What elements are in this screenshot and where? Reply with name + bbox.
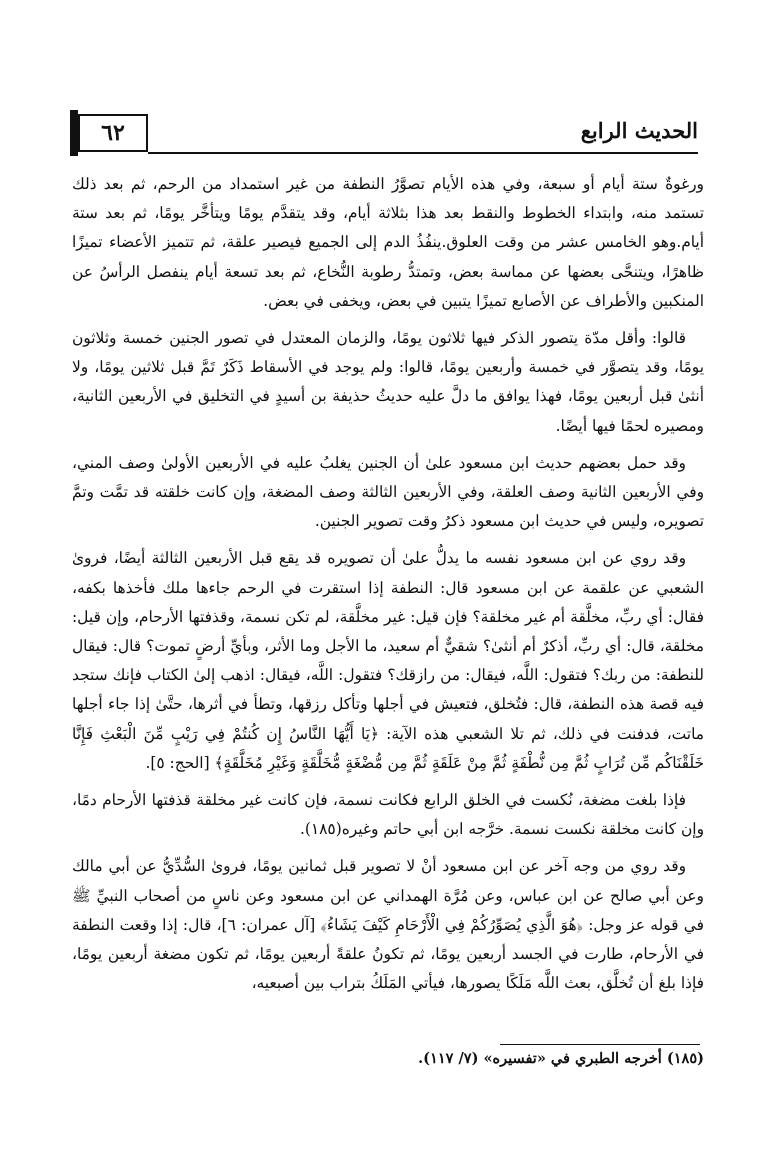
page-header (78, 108, 698, 160)
paragraph: قالوا: وأقل مدّة يتصور الذكر فيها ثلاثون يومًا، والزمان المعتدل في تصور الجنين خمسة وثلاثون يومًا، وقد يتصوَّر في خمسة وأربعين يومًا، قالوا: ولم يوجد في الأسقاط ذَكَرٌ تَمَّ قبل ثلاثين يومًا، ولا أنثىٰ قبل أربعين يومًا، فهذا يوافق ما دلَّ عليه حديثُ حذيفة بن أسيدٍ في التخليق في الأربعين الثانية، ومصيره لحمًا فيها أيضًا. (72, 329, 704, 435)
paragraph: وقد روي عن ابن مسعود نفسه ما يدلُّ علىٰ أن تصويره قد يقع قبل الأربعين الثالثة أيضًا، فروىٰ الشعبي عن علقمة عن ابن مسعود قال: النطفة إذا استقرت في الرحم جاءها ملك فأخذها بكفه، فقال: أي ربِّ، مخلَّقة أم غير مخلقة؟ فإن قيل: غير مخلَّقة، لم تكن نسمة، وقذفتها الأرحام، وإن قيل: مخلقة، قال: أي ربِّ، أذكرٌ أم أنثىٰ؟ شقيٌّ أم سعيد، ما الأجل وما الأثر، وبأيِّ أرضٍ تموت؟ قال: فيقال للنطفة: من ربك؟ فتقول: اللَّه، فيقال: من رازقك؟ فتقول: اللَّه، فيقال: اذهب إلىٰ الكتاب فإنك ستجد فيه قصة هذه النطفة، قال: فتُخلق، فتعيش في أجلها وتأكل رزقها، وتطأ في أثرها، حتَّىٰ إذا جاء أجلها ماتت، فدفنت في ذلك، ثم تلا الشعبي هذه الآية: ﴿يَا أَيُّهَا النَّاسُ إِن كُنتُمْ فِي رَيْبٍ مِّنَ الْبَعْثِ فَإِنَّا خَلَقْنَاكُم مِّن تُرَابٍ ثُمَّ مِن نُّطْفَةٍ ثُمَّ مِنْ عَلَقَةٍ ثُمَّ مِن مُّضْغَةٍ مُّخَلَّقَةٍ وَغَيْرِ مُخَلَّقَةٍ﴾ [الحج: ٥]. (72, 549, 704, 772)
footnote-rule (500, 1044, 700, 1045)
paragraph: ورغوةٌ ستة أيام أو سبعة، وفي هذه الأيام تصوَّرُ النطفة من غير استمداد من الرحم، ثم بعد ذلك تستمد منه، وابتداء الخطوط والنقط بعد هذا بثلاثة أيام، وقد يتقدَّم يومًا ويتأخَّر يومًا، ثم بعد ستة أيام.وهو الخامس عشر من وقت العلوق.ينفُذُ الدم إلى الجميع فيصير علقة، ثم تتميز الأعضاء تميزًا ظاهرًا، ويتنحَّى بعضها عن مماسة بعض، وتمتدُّ رطوبة النُّخاع، ثم بعد تسعة أيام ينفصل الرأسُ عن المنكبين والأطراف عن الأصابع تميزًا يتبين في بعض، ويخفى في بعض. (72, 175, 704, 310)
page-number: ٦٢ (78, 114, 148, 152)
body-text (72, 170, 704, 1006)
header-rule (148, 152, 698, 154)
paragraph: فإذا بلغت مضغة، نُكست في الخلق الرابع فكانت نسمة، فإن كانت غير مخلقة قذفتها الأرحام دمًا، وإن كانت مخلقة نكست نسمة. خرَّجه ابن أبي حاتم وغيره(١٨٥). (72, 791, 704, 839)
paragraph: وقد روي من وجه آخر عن ابن مسعود أنْ لا تصوير قبل ثمانين يومًا، فروىٰ السُّدِّيُّ عن أبي مالك وعن أبي صالح عن ابن عباس، وعن مُرَّة الهمداني عن ابن مسعود وعن ناسٍ من أصحاب النبيِّ ﷺ في قوله عز وجل: ﴿هُوَ الَّذِي يُصَوِّرُكُمْ فِي الْأَرْحَامِ كَيْفَ يَشَاءُ﴾ [آل عمران: ٦]، قال: إذا وقعت النطفة في الأرحام، طارت في الجسد أربعين يومًا، ثم تكونُ علقةً أربعين يومًا، ثم تكون مضغة أربعين يومًا، فإذا بلغ أن تُخلَّق، بعث اللَّه مَلَكًا يصورها، فيأتي المَلَكُ بتراب بين أصبعيه، (72, 857, 704, 993)
running-head: الحديث الرابع (580, 118, 698, 143)
footnote: (١٨٥) أخرجه الطبري في «تفسيره» (٧/ ١١٧). (418, 1050, 704, 1067)
paragraph: وقد حمل بعضهم حديث ابن مسعود علىٰ أن الجنين يغلبُ عليه في الأربعين الأولىٰ وصف المني، وفي الأربعين الثانية وصف العلقة، وفي الأربعين الثالثة وصف المضغة، وإن كانت خلقته قد تمَّت وتمَّ تصويره، وليس في حديث ابن مسعود ذكرُ وقت تصوير الجنين. (72, 453, 704, 531)
